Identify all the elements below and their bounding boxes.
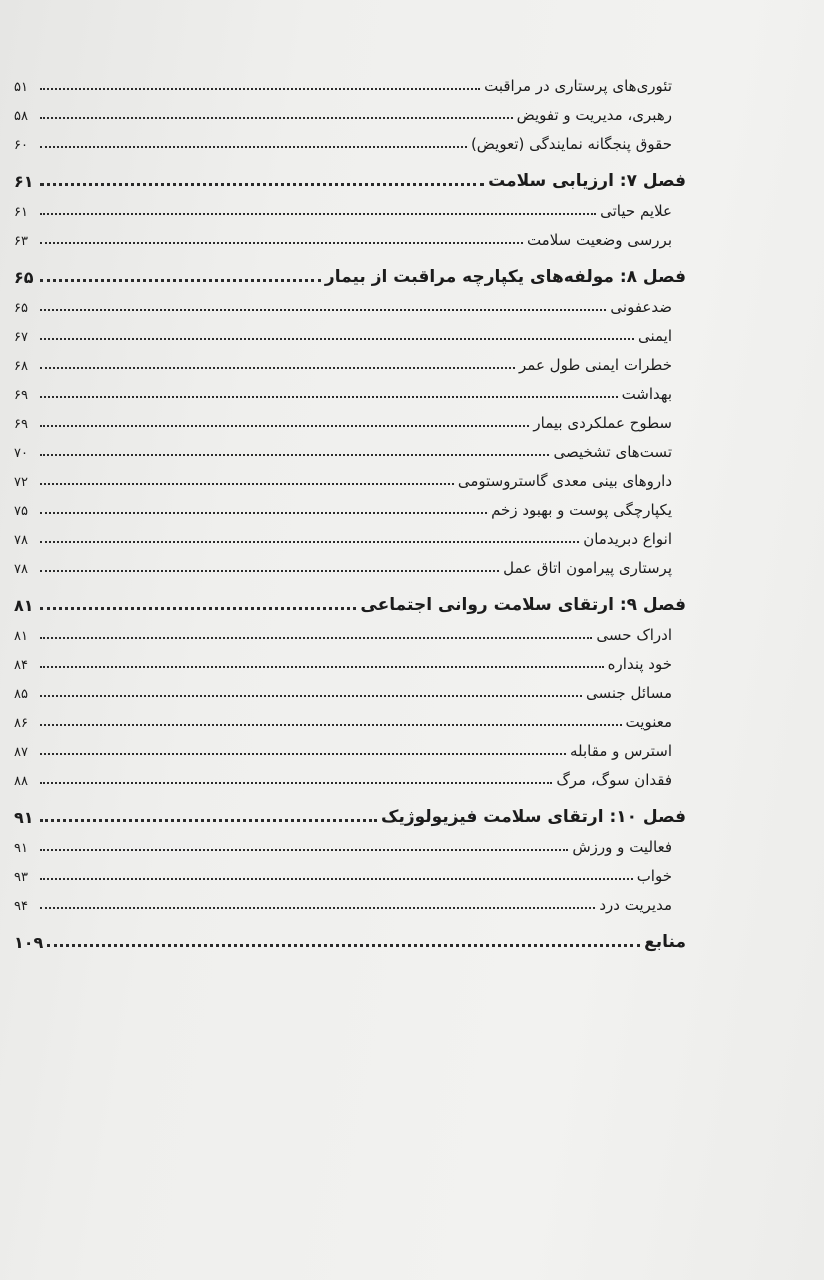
toc-entry-row <box>14 519 686 548</box>
chapter-title: فصل ۹: ارتقای سلامت روانی اجتماعی <box>360 595 686 615</box>
toc-chapter-row <box>14 577 686 615</box>
page-number: ۵۱ <box>14 80 28 95</box>
entry-title: استرس و مقابله <box>569 742 672 760</box>
entry-title: ایمنی <box>637 327 672 345</box>
page-number: ۶۵ <box>14 268 34 287</box>
page-number: ۶۹ <box>14 417 28 432</box>
dot-leader <box>40 183 484 186</box>
entry-title: حقوق پنجگانه نمایندگی (تعویض) <box>470 135 672 153</box>
entry-title: سطوح عملکردی بیمار <box>533 414 672 432</box>
toc-entry-row <box>14 856 686 885</box>
table-of-contents <box>14 66 686 952</box>
toc-entry-row <box>14 461 686 490</box>
dot-leader <box>40 666 604 668</box>
dot-leader <box>40 570 499 572</box>
page-number: ۶۸ <box>14 359 28 374</box>
entry-title: فعالیت و ورزش <box>572 838 672 856</box>
entry-title: فقدان سوگ، مرگ <box>556 771 672 789</box>
entry-title: یکپارچگی پوست و بهبود زخم <box>491 501 672 519</box>
entry-title: تئوری‌های پرستاری در مراقبت <box>484 77 672 95</box>
page-number: ۹۳ <box>14 870 28 885</box>
page-number: ۶۱ <box>14 172 34 191</box>
toc-entry-row <box>14 615 686 644</box>
entry-title: داروهای بینی معدی گاستروستومی <box>457 472 672 490</box>
page-number: ۸۱ <box>14 629 28 644</box>
dot-leader <box>40 637 592 639</box>
toc-chapter-row <box>14 153 686 191</box>
toc-entry-row <box>14 287 686 316</box>
dot-leader <box>40 724 622 726</box>
toc-chapter-row <box>14 249 686 287</box>
dot-leader <box>40 213 596 215</box>
page-number: ۶۱ <box>14 205 28 220</box>
toc-entry-row <box>14 191 686 220</box>
page-number: ۵۸ <box>14 109 28 124</box>
page-number: ۷۰ <box>14 446 28 461</box>
entry-title: بررسی وضعیت سلامت <box>526 231 672 249</box>
toc-entry-row <box>14 66 686 95</box>
toc-entry-row <box>14 432 686 461</box>
dot-leader <box>40 483 454 485</box>
page-number: ۷۲ <box>14 475 28 490</box>
page-number: ۸۸ <box>14 774 28 789</box>
dot-leader <box>40 607 356 610</box>
page-number: ۸۶ <box>14 716 28 731</box>
toc-chapter-row <box>14 789 686 827</box>
page-number: ۷۵ <box>14 504 28 519</box>
dot-leader <box>40 88 480 90</box>
toc-entry-row <box>14 374 686 403</box>
entry-title: بهداشت <box>621 385 672 403</box>
entry-title: خطرات ایمنی طول عمر <box>519 356 672 374</box>
page-number: ۶۰ <box>14 138 28 153</box>
toc-entry-row <box>14 827 686 856</box>
chapter-title: فصل ۷: ارزیابی سلامت <box>488 171 686 191</box>
page-number: ۹۴ <box>14 899 28 914</box>
page-number: ۸۴ <box>14 658 28 673</box>
entry-title: مسائل جنسی <box>586 684 672 702</box>
page-number: ۷۸ <box>14 562 28 577</box>
dot-leader <box>40 454 549 456</box>
toc-entry-row <box>14 95 686 124</box>
dot-leader <box>40 512 487 514</box>
dot-leader <box>40 146 467 148</box>
page-number: ۹۱ <box>14 808 34 827</box>
dot-leader <box>40 242 523 244</box>
chapter-title: فصل ۱۰: ارتقای سلامت فیزیولوژیک <box>381 807 686 827</box>
toc-entry-row <box>14 702 686 731</box>
dot-leader <box>47 944 640 947</box>
dot-leader <box>40 541 579 543</box>
page-number: ۸۱ <box>14 596 34 615</box>
dot-leader <box>40 782 552 784</box>
dot-leader <box>40 753 566 755</box>
entry-title: علایم حیاتی <box>600 202 672 220</box>
page-number: ۷۸ <box>14 533 28 548</box>
dot-leader <box>40 117 513 119</box>
dot-leader <box>40 819 377 822</box>
entry-title: ادراک حسی <box>596 626 672 644</box>
entry-title: پرستاری پیرامون اتاق عمل <box>503 559 672 577</box>
toc-entry-row <box>14 490 686 519</box>
page-number: ۶۳ <box>14 234 28 249</box>
page-number: ۶۷ <box>14 330 28 345</box>
toc-entry-row <box>14 124 686 153</box>
toc-entry-row <box>14 345 686 374</box>
toc-entry-row <box>14 731 686 760</box>
dot-leader <box>40 695 582 697</box>
dot-leader <box>40 279 321 282</box>
entry-title: انواع دبریدمان <box>583 530 672 548</box>
dot-leader <box>40 878 633 880</box>
entry-title: ضدعفونی <box>610 298 672 316</box>
chapter-title: منابع <box>644 932 686 952</box>
toc-entry-row <box>14 316 686 345</box>
entry-title: معنویت <box>625 713 672 731</box>
entry-title: خواب <box>636 867 672 885</box>
dot-leader <box>40 396 618 398</box>
entry-title: خود پنداره <box>607 655 672 673</box>
dot-leader <box>40 849 568 851</box>
toc-entry-row <box>14 403 686 432</box>
dot-leader <box>40 425 529 427</box>
toc-entry-row <box>14 673 686 702</box>
dot-leader <box>40 309 606 311</box>
toc-entry-row <box>14 644 686 673</box>
page-number: ۶۹ <box>14 388 28 403</box>
entry-title: مدیریت درد <box>599 896 672 914</box>
page-number: ۹۱ <box>14 841 28 856</box>
toc-entry-row <box>14 760 686 789</box>
page-number: ۶۵ <box>14 301 28 316</box>
toc-entry-row <box>14 220 686 249</box>
dot-leader <box>40 338 634 340</box>
dot-leader <box>40 907 595 909</box>
dot-leader <box>40 367 515 369</box>
toc-entry-row <box>14 548 686 577</box>
page-number: ۸۷ <box>14 745 28 760</box>
entry-title: تست‌های تشخیصی <box>553 443 672 461</box>
entry-title: رهبری، مدیریت و تفویض <box>516 106 672 124</box>
chapter-title: فصل ۸: مولفه‌های یکپارچه مراقبت از بیمار <box>324 267 686 287</box>
page-number: ۱۰۹ <box>14 933 44 952</box>
toc-entry-row <box>14 885 686 914</box>
page-number: ۸۵ <box>14 687 28 702</box>
toc-chapter-row <box>14 914 686 952</box>
